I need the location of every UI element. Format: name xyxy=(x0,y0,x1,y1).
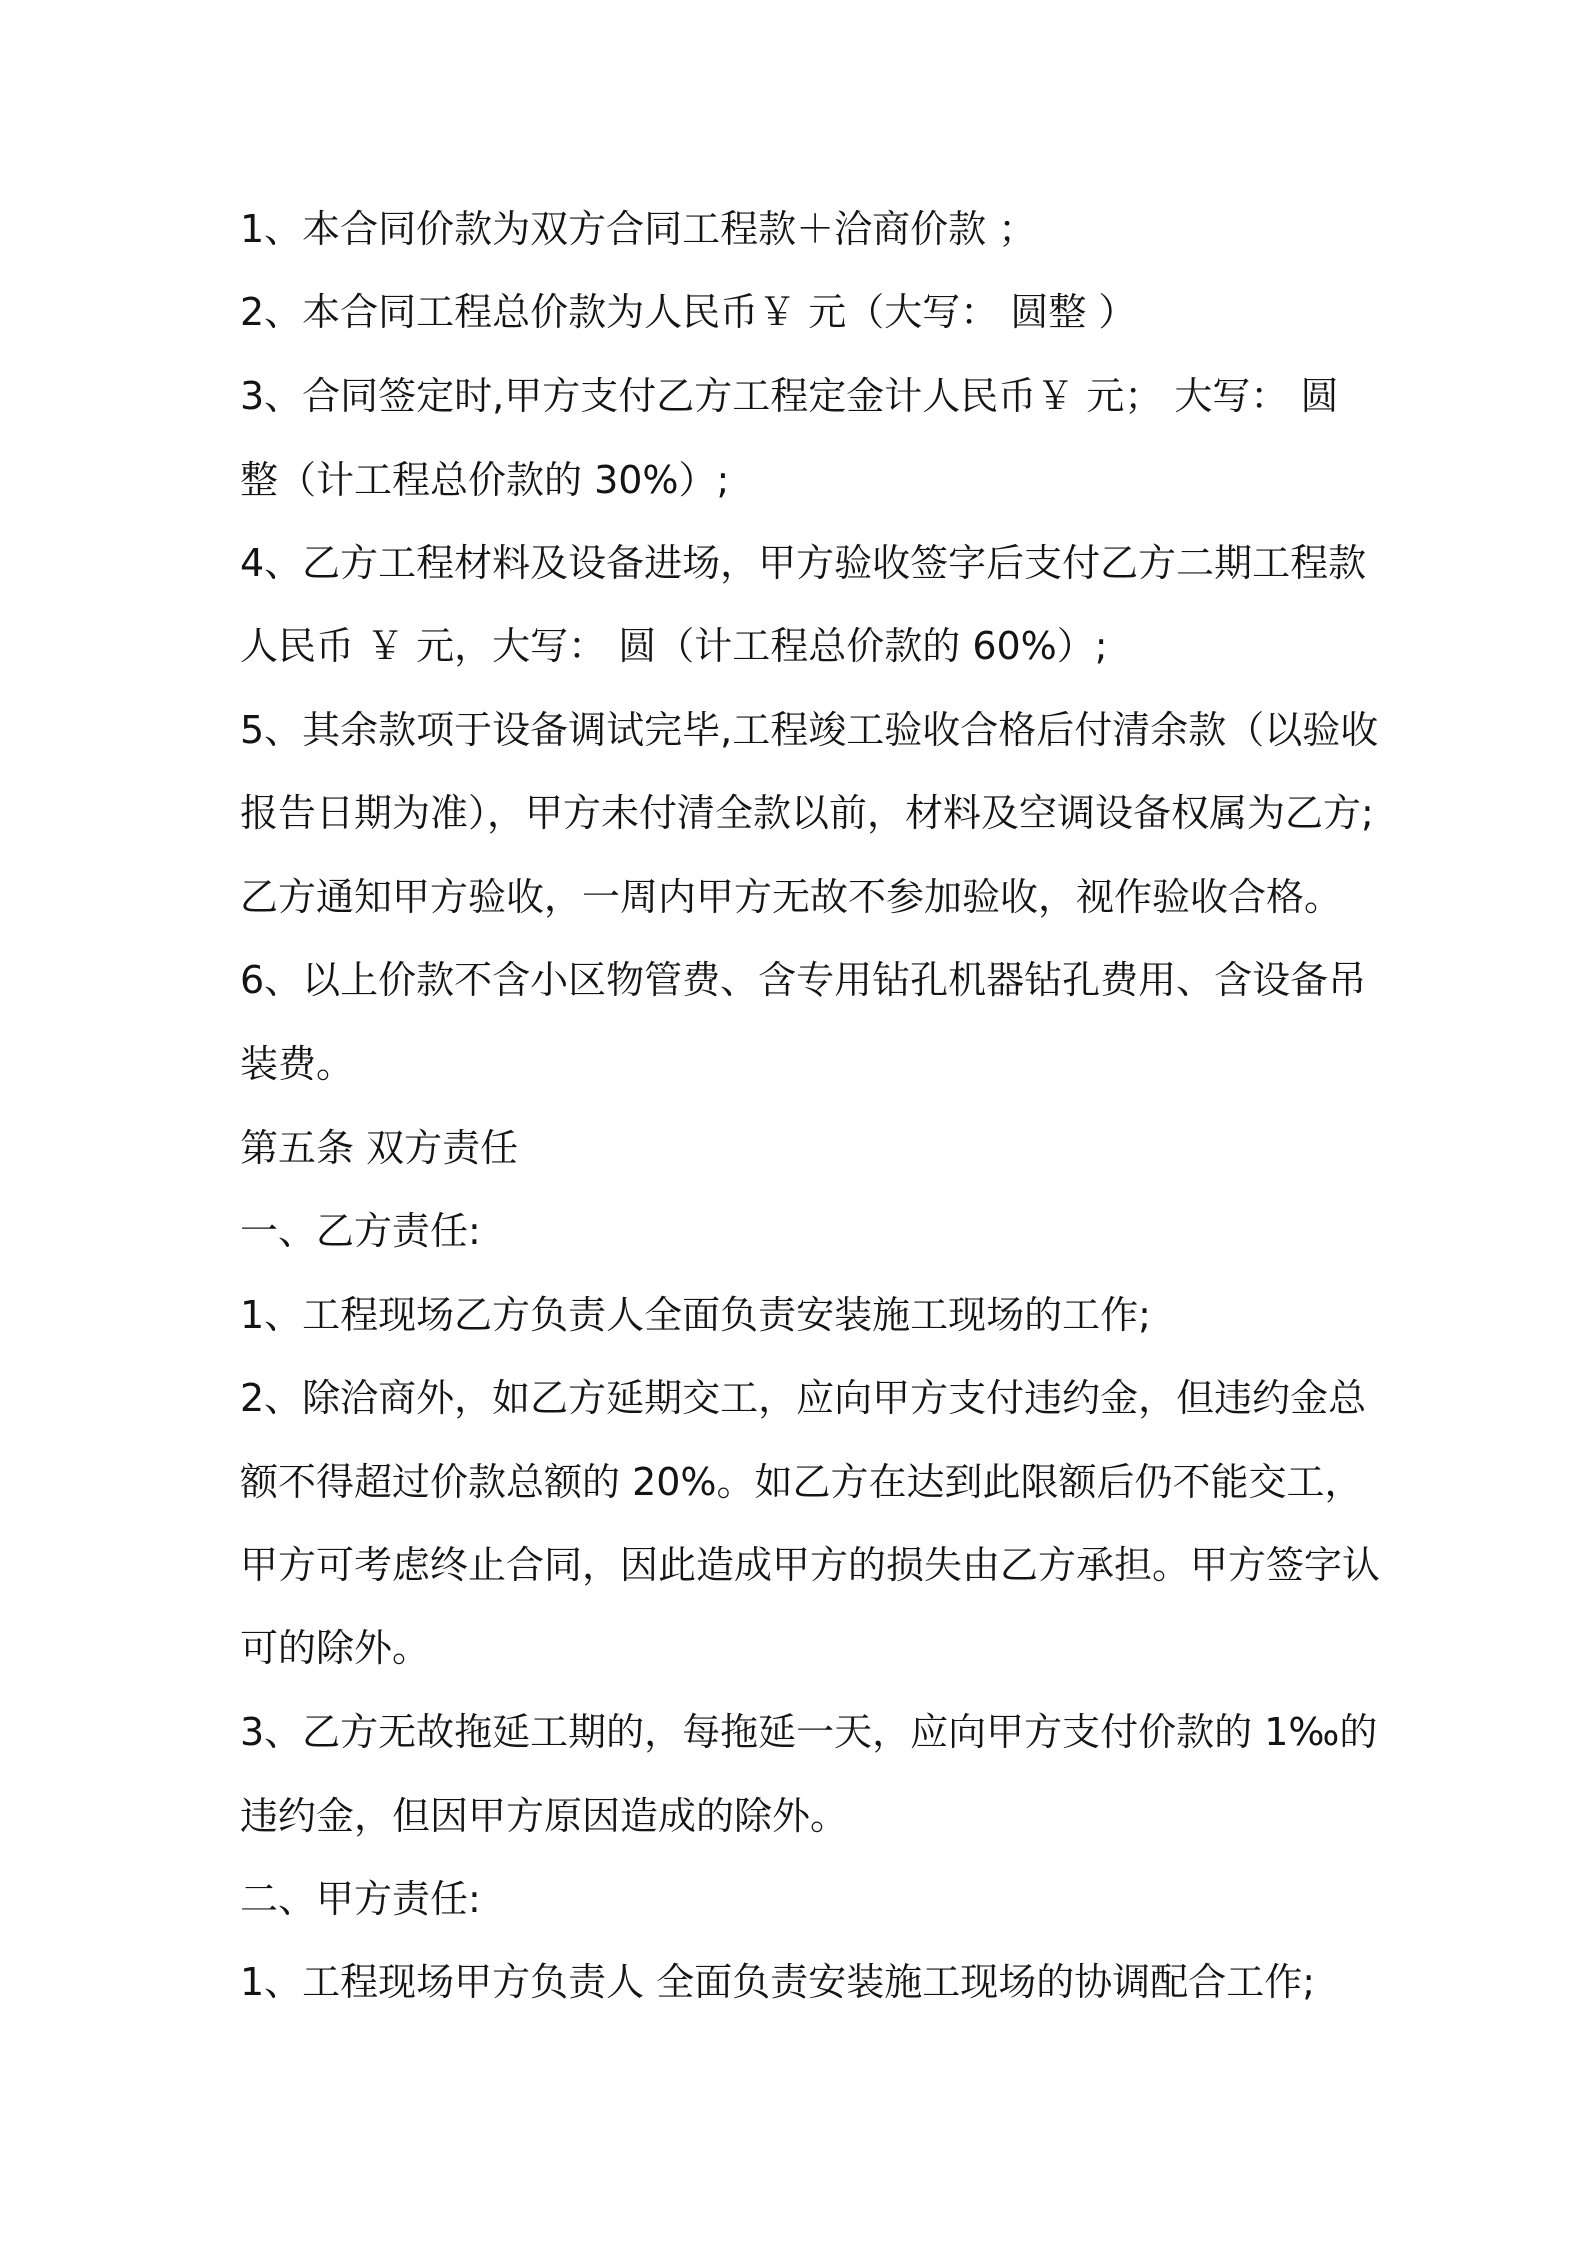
subheading-party-a: 二、甲方责任: xyxy=(240,1877,481,1921)
section-heading-responsibilities: 第五条 双方责任 xyxy=(240,1126,519,1170)
party-b-item-3-continued: 违约金，但因甲方原因造成的除外。 xyxy=(240,1794,849,1838)
clause-final-payment: 5、其余款项于设备调试完毕,工程竣工验收合格后付清余款（以验收 xyxy=(240,708,1379,752)
party-b-item-2-continued: 额不得超过价款总额的 20%。如乙方在达到此限额后仍不能交工， xyxy=(240,1460,1363,1504)
clause-price-exclusions: 6、以上价款不含小区物管费、含专用钻孔机器钻孔费用、含设备吊 xyxy=(240,958,1367,1002)
clause-deposit: 3、合同签定时,甲方支付乙方工程定金计人民币￥ 元； 大写： 圆 xyxy=(240,374,1339,418)
clause-second-payment: 4、乙方工程材料及设备进场，甲方验收签字后支付乙方二期工程款 xyxy=(240,541,1367,585)
party-a-item-1: 1、工程现场甲方负责人 全面负责安装施工现场的协调配合工作; xyxy=(240,1960,1316,2004)
party-b-item-1: 1、工程现场乙方负责人全面负责安装施工现场的工作; xyxy=(240,1293,1151,1337)
clause-total-price: 2、本合同工程总价款为人民币￥ 元（大写： 圆整 ） xyxy=(240,290,1137,334)
party-b-item-2: 2、除洽商外，如乙方延期交工，应向甲方支付违约金，但违约金总 xyxy=(240,1376,1367,1420)
clause-deposit-continued: 整（计工程总价款的 30%）; xyxy=(240,458,730,502)
clause-price-composition: 1、本合同价款为双方合同工程款＋洽商价款 ； xyxy=(240,207,1037,251)
clause-price-exclusions-continued: 装费。 xyxy=(240,1042,355,1086)
party-b-item-3: 3、乙方无故拖延工期的，每拖延一天，应向甲方支付价款的 1‰的 xyxy=(240,1710,1378,1754)
clause-second-payment-continued: 人民币 ￥ 元，大写： 圆（计工程总价款的 60%）; xyxy=(240,624,1108,668)
clause-final-payment-continued: 报告日期为准），甲方未付清全款以前，材料及空调设备权属为乙方; xyxy=(240,791,1374,835)
clause-final-payment-continued-2: 乙方通知甲方验收，一周内甲方无故不参加验收，视作验收合格。 xyxy=(240,875,1343,919)
party-b-item-2-continued-2: 甲方可考虑终止合同，因此造成甲方的损失由乙方承担。甲方签字认 xyxy=(240,1543,1381,1587)
subheading-party-b: 一、乙方责任: xyxy=(240,1209,481,1253)
party-b-item-2-continued-3: 可的除外。 xyxy=(240,1626,431,1670)
